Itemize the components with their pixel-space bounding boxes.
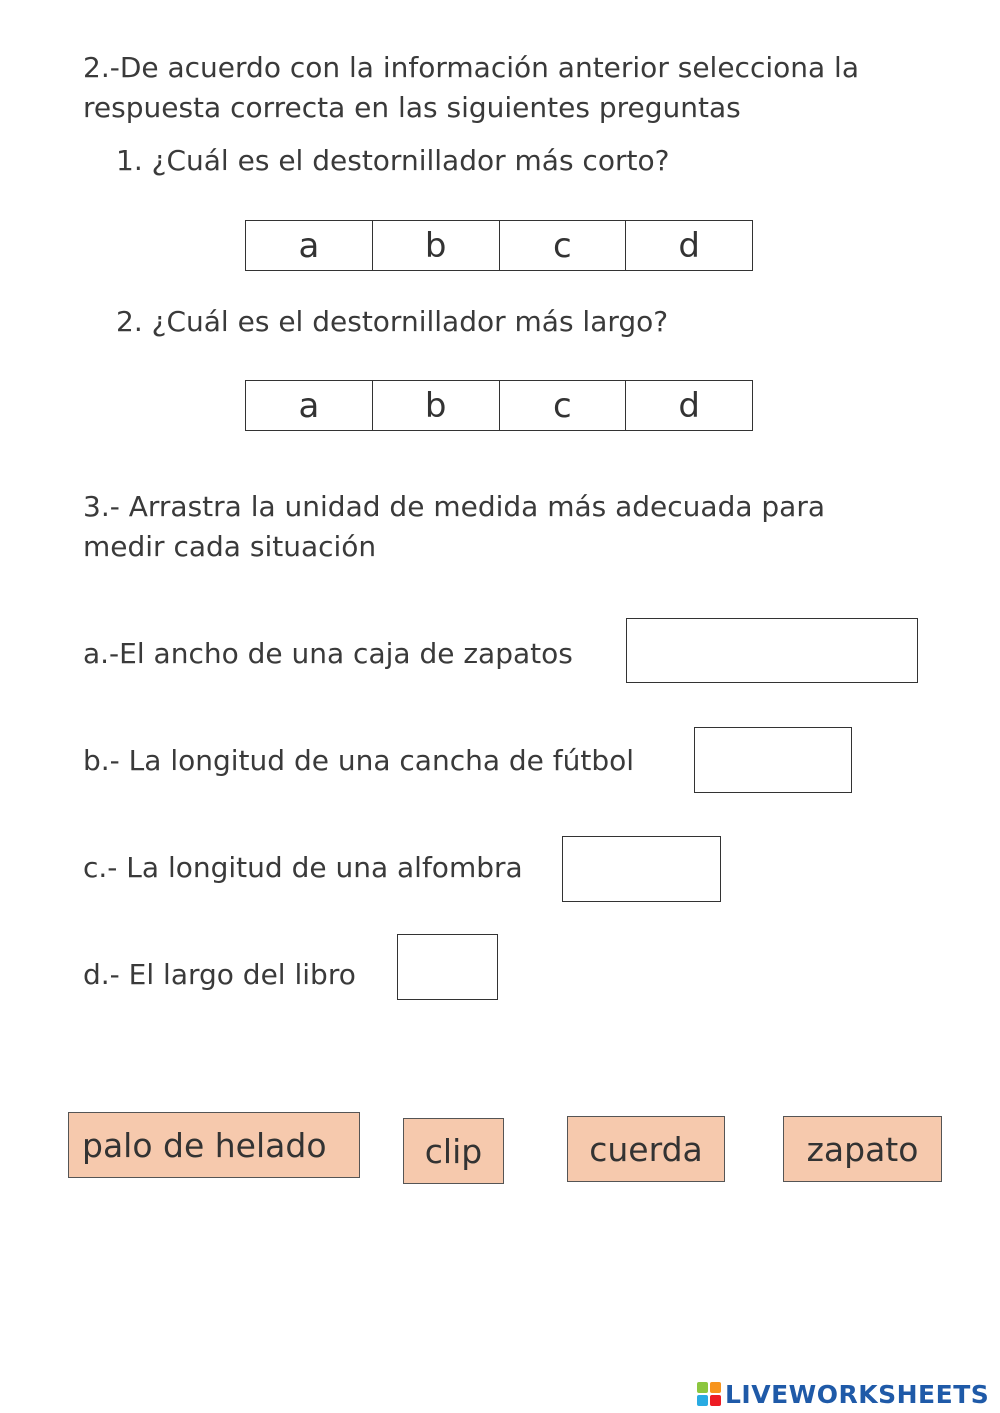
question-1-option-b[interactable]: b xyxy=(373,221,500,270)
item-b-drop-box[interactable] xyxy=(694,727,852,793)
item-a-drop-box[interactable] xyxy=(626,618,918,683)
question-2-option-d[interactable]: d xyxy=(678,385,700,426)
section3-instruction-line2: medir cada situación xyxy=(83,530,377,563)
item-b-label: b.- La longitud de una cancha de fútbol xyxy=(83,744,635,777)
item-d-label: d.- El largo del libro xyxy=(83,958,356,991)
tile-palo-de-helado[interactable]: palo de helado xyxy=(68,1112,360,1178)
item-a-label: a.-El ancho de una caja de zapatos xyxy=(83,637,573,670)
section2-instruction-line2: respuesta correcta en las siguientes preguntas xyxy=(83,91,741,124)
question-2-text: 2. ¿Cuál es el destornillador más largo? xyxy=(116,305,669,338)
question-1-option-c[interactable]: c xyxy=(500,221,627,270)
question-2-option-c[interactable]: c xyxy=(500,381,627,430)
liveworksheets-logo xyxy=(697,1378,989,1410)
tile-clip[interactable]: clip xyxy=(403,1118,504,1184)
question-1-option-d[interactable]: d xyxy=(678,225,700,266)
item-d-drop-box[interactable] xyxy=(397,934,498,1000)
tile-cuerda[interactable]: cuerda xyxy=(567,1116,725,1182)
question-1-text: 1. ¿Cuál es el destornillador más corto? xyxy=(116,144,670,177)
question-1-options xyxy=(245,220,753,271)
item-c-label: c.- La longitud de una alfombra xyxy=(83,851,523,884)
question-1-option-a[interactable]: a xyxy=(246,221,373,270)
section3-instruction-line1: 3.- Arrastra la unidad de medida más adecuada para xyxy=(83,490,826,523)
item-c-drop-box[interactable] xyxy=(562,836,721,902)
section2-instruction-line1: 2.-De acuerdo con la información anterior selecciona la xyxy=(83,51,859,84)
logo-brand-text: LIVEWORKSHEETS xyxy=(725,1379,990,1409)
question-2-option-b[interactable]: b xyxy=(373,381,500,430)
question-2-option-a[interactable]: a xyxy=(246,381,373,430)
tile-zapato[interactable]: zapato xyxy=(783,1116,942,1182)
question-2-options xyxy=(245,380,753,431)
logo-mark-icon xyxy=(697,1382,721,1406)
